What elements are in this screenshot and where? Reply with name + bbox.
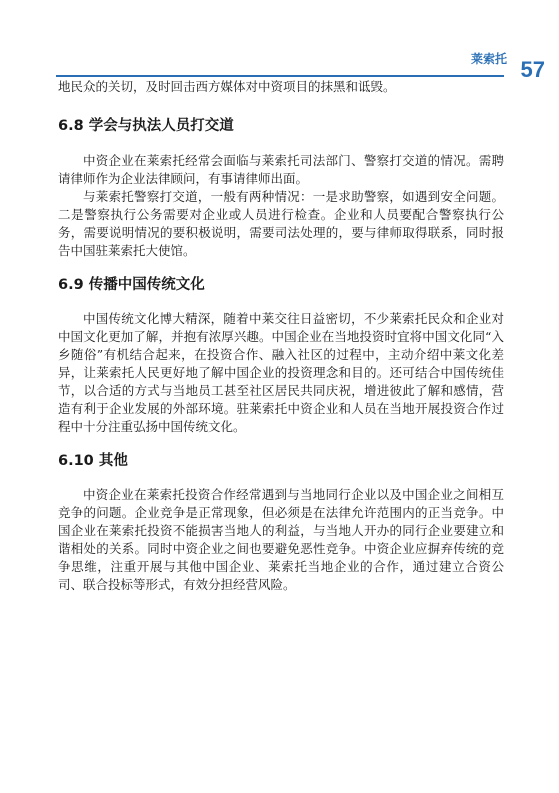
section-6-8-paragraph-2: 与莱索托警察打交道，一般有两种情况：一是求助警察，如遇到安全问题。二是警察执行公务需要对企业或人员进行检查。企业和人员要配合警察执行公务，需要说明情况的要积极说明，需要司法处理的，要与律师取得联系，同时报告中国驻莱索托大使馆。 xyxy=(58,189,504,258)
section-heading-6-9: 6.9 传播中国传统文化 xyxy=(58,277,205,293)
running-header-label: 莱索托 xyxy=(470,52,507,66)
page-number: 57 xyxy=(520,57,545,82)
header-rule xyxy=(56,75,504,77)
section-heading-6-10: 6.10 其他 xyxy=(58,453,128,469)
section-6-9-paragraph-1: 中国传统文化博大精深，随着中莱交往日益密切，不少莱索托民众和企业对中国文化更加了解，并抱有浓厚兴趣。中国企业在当地投资时宜将中国文化同“入乡随俗”有机结合起来，在投资合作、融入社区的过程中，主动介绍中莱文化差异，让莱索托人民更好地了解中国企业的投资理念和目的。还可结合中国传统佳节，以合适的方式与当地员工甚至社区居民共同庆祝，增进彼此了解和感情，营造有利于企业发展的外部环境。驻莱索托中资企业和人员在当地开展投资合作过程中十分注重弘扬中国传统文化。 xyxy=(58,311,504,434)
section-6-8-paragraph-1: 中资企业在莱索托经常会面临与莱索托司法部门、警察打交道的情况。需聘请律师作为企业法律顾问，有事请律师出面。 xyxy=(58,153,504,186)
continued-paragraph: 地民众的关切，及时回击西方媒体对中资项目的抹黑和诋毁。 xyxy=(58,79,396,94)
section-6-10-paragraph-1: 中资企业在莱索托投资合作经常遇到与当地同行企业以及中国企业之间相互竞争的问题。企业竞争是正常现象，但必须是在法律允许范围内的正当竞争。中国企业在莱索托投资不能损害当地人的利益，与当地人开办的同行企业要建立和谐相处的关系。同时中资企业之间也要避免恶性竞争。中资企业应摒弃传统的竞争思维，注重开展与其他中国企业、莱索托当地企业的合作，通过建立合资公司、联合投标等形式，有效分担经营风险。 xyxy=(58,487,504,592)
section-heading-6-8: 6.8 学会与执法人员打交道 xyxy=(58,118,234,134)
page-body xyxy=(58,78,504,594)
